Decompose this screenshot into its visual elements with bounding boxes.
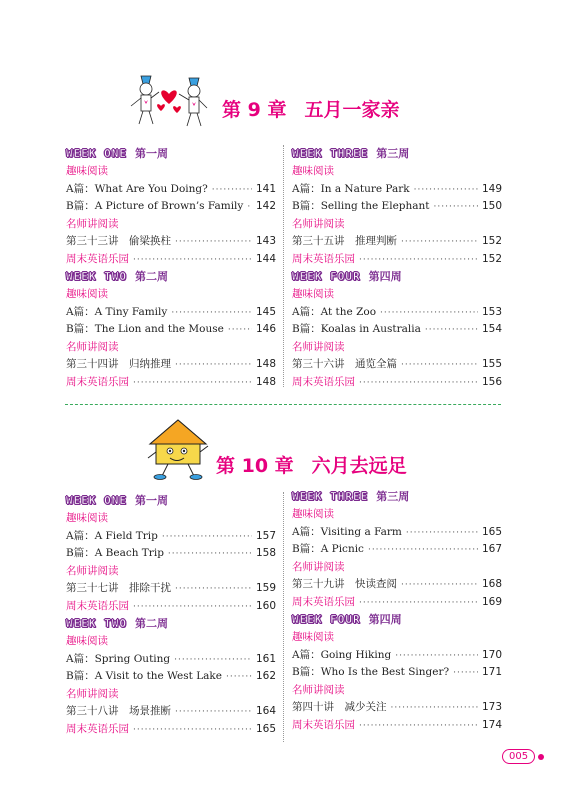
page-ref: 159 <box>256 582 277 594</box>
page-ref: 148 <box>256 375 277 388</box>
chapter-9-number: 第 9 章 <box>222 99 287 121</box>
page-ref: 144 <box>256 252 277 265</box>
category-label: 名师讲阅读 <box>66 564 119 577</box>
entry-label: 第三十四讲 归纳推理 <box>66 358 171 370</box>
entry-label: B篇：A Visit to the West Lake <box>66 670 223 682</box>
page-ref: 143 <box>256 235 277 247</box>
toc-row[interactable] <box>292 356 502 374</box>
entry-label: B篇：A Picture of Brown’s Family <box>66 200 244 212</box>
page-ref: 174 <box>482 718 503 731</box>
entry-label: B篇：Who Is the Best Singer? <box>292 666 450 678</box>
page-ref: 164 <box>256 705 277 717</box>
week-cn: 第二周 <box>134 617 168 630</box>
category-label: 周末英语乐园 <box>66 375 129 388</box>
toc-row[interactable] <box>66 304 276 322</box>
week-header <box>292 268 502 284</box>
toc-row <box>66 286 276 304</box>
toc-row[interactable] <box>66 356 276 374</box>
toc-row[interactable] <box>292 374 502 392</box>
page-ref: 165 <box>256 722 277 735</box>
page-number <box>502 749 544 764</box>
toc-row <box>66 633 276 651</box>
week-header <box>292 488 502 504</box>
toc-row[interactable] <box>292 524 502 542</box>
week-cn: 第二周 <box>134 270 168 283</box>
page-ref: 155 <box>482 358 503 370</box>
category-label: 名师讲阅读 <box>292 683 345 696</box>
toc-row <box>292 629 502 647</box>
entry-label: B篇：The Lion and the Mouse <box>66 323 224 335</box>
toc-row <box>292 682 502 700</box>
page-ref: 167 <box>482 543 503 555</box>
toc-row[interactable] <box>292 198 502 216</box>
chapter-10-title <box>216 451 407 478</box>
week-cn: 第四周 <box>368 613 402 626</box>
entry-label: A篇：In a Nature Park <box>292 182 410 195</box>
toc-row[interactable] <box>66 198 276 216</box>
page-ref: 142 <box>256 200 277 212</box>
entry-label: A篇：A Field Trip <box>66 529 158 542</box>
toc-row <box>66 163 276 181</box>
category-label: 趣味阅读 <box>66 512 108 524</box>
toc-row[interactable] <box>66 598 276 616</box>
page-ref: 145 <box>256 305 277 318</box>
category-label: 名师讲阅读 <box>66 217 119 230</box>
category-label: 名师讲阅读 <box>292 560 345 573</box>
category-label: 趣味阅读 <box>66 288 108 300</box>
week-cn: 第三周 <box>376 147 410 160</box>
page-ref: 170 <box>482 648 503 661</box>
category-label: 趣味阅读 <box>66 165 108 177</box>
page-dot-icon <box>538 754 544 760</box>
page-ref: 168 <box>482 578 503 590</box>
page-ref: 148 <box>256 358 277 370</box>
entry-label: 第三十九讲 快读查阅 <box>292 578 397 590</box>
chapter-10-right-column <box>292 488 502 734</box>
entry-label: B篇：A Beach Trip <box>66 547 164 559</box>
week-header <box>66 268 276 284</box>
entry-label: A篇：Spring Outing <box>66 652 171 665</box>
page-ref: 156 <box>482 375 503 388</box>
toc-row[interactable] <box>292 233 502 251</box>
page-ref: 153 <box>482 305 503 318</box>
category-label: 趣味阅读 <box>292 508 334 520</box>
toc-row[interactable] <box>66 181 276 199</box>
toc-row[interactable] <box>292 304 502 322</box>
toc-row[interactable] <box>66 545 276 563</box>
category-label: 周末英语乐园 <box>66 252 129 265</box>
entry-label: A篇：Visiting a Farm <box>292 525 402 538</box>
category-label: 周末英语乐园 <box>292 252 355 265</box>
toc-row[interactable] <box>66 321 276 339</box>
entry-label: 第三十五讲 推理判断 <box>292 235 397 247</box>
toc-row[interactable] <box>66 721 276 739</box>
page-ref: 173 <box>482 701 503 713</box>
chapter-separator <box>65 404 501 405</box>
page-ref: 165 <box>482 525 503 538</box>
week-tag: WEEK FOUR <box>292 269 361 283</box>
toc-row <box>292 506 502 524</box>
toc-row[interactable] <box>292 576 502 594</box>
week-cn: 第一周 <box>134 494 168 507</box>
page-ref: 162 <box>256 670 277 682</box>
week-tag: WEEK TWO <box>66 616 127 630</box>
week-tag: WEEK THREE <box>292 146 369 160</box>
entry-label: A篇：At the Zoo <box>292 305 377 318</box>
category-label: 周末英语乐园 <box>292 718 355 731</box>
toc-row[interactable] <box>66 668 276 686</box>
week-tag: WEEK TWO <box>66 269 127 283</box>
toc-row <box>292 163 502 181</box>
category-label: 名师讲阅读 <box>292 340 345 353</box>
category-label: 名师讲阅读 <box>292 217 345 230</box>
entry-label: B篇：A Picnic <box>292 543 364 555</box>
page-ref: 154 <box>482 323 503 335</box>
category-label: 名师讲阅读 <box>66 340 119 353</box>
toc-row <box>66 510 276 528</box>
chapter-9-left-column <box>66 145 276 391</box>
toc-row[interactable] <box>292 321 502 339</box>
category-label: 趣味阅读 <box>292 288 334 300</box>
toc-row[interactable] <box>292 647 502 665</box>
toc-row[interactable] <box>292 594 502 612</box>
toc-row[interactable] <box>66 703 276 721</box>
page-ref: 152 <box>482 252 503 265</box>
page-ref: 149 <box>482 182 503 195</box>
walking-house-illustration <box>146 418 210 480</box>
toc-row[interactable] <box>66 528 276 546</box>
week-tag: WEEK ONE <box>66 493 127 507</box>
entry-label: B篇：Koalas in Australia <box>292 323 421 335</box>
page-number-label: 005 <box>502 749 535 764</box>
chapter-9-name: 五月一家亲 <box>304 99 400 121</box>
category-label: 周末英语乐园 <box>66 599 129 612</box>
toc-row[interactable] <box>292 717 502 735</box>
chapter-10-left-column <box>66 492 276 738</box>
entry-label: 第三十七讲 排除干扰 <box>66 582 171 594</box>
entry-label: 第三十三讲 偷梁换柱 <box>66 235 171 247</box>
toc-row[interactable] <box>292 699 502 717</box>
toc-row[interactable] <box>292 181 502 199</box>
page-ref: 150 <box>482 200 503 212</box>
toc-row <box>292 339 502 357</box>
toc-row[interactable] <box>66 251 276 269</box>
toc-row <box>292 286 502 304</box>
page-ref: 157 <box>256 529 277 542</box>
page-ref: 161 <box>256 652 277 665</box>
week-header <box>66 615 276 631</box>
category-label: 周末英语乐园 <box>292 595 355 608</box>
category-label: 名师讲阅读 <box>66 687 119 700</box>
toc-row[interactable] <box>66 233 276 251</box>
category-label: 趣味阅读 <box>66 635 108 647</box>
week-cn: 第四周 <box>368 270 402 283</box>
week-header <box>66 492 276 508</box>
entry-label: B篇：Selling the Elephant <box>292 200 430 212</box>
column-divider <box>283 492 284 742</box>
entry-label: 第四十讲 减少关注 <box>292 701 387 713</box>
family-hearts-illustration <box>127 72 211 132</box>
entry-label: A篇：What Are You Doing? <box>66 182 208 195</box>
toc-row[interactable] <box>292 541 502 559</box>
week-cn: 第三周 <box>376 490 410 503</box>
toc-row[interactable] <box>292 251 502 269</box>
page-ref: 169 <box>482 595 503 608</box>
week-tag: WEEK FOUR <box>292 612 361 626</box>
toc-row <box>292 216 502 234</box>
week-cn: 第一周 <box>134 147 168 160</box>
entry-label: A篇：Going Hiking <box>292 648 392 661</box>
entry-label: 第三十八讲 场景推断 <box>66 705 171 717</box>
entry-label: 第三十六讲 通览全篇 <box>292 358 397 370</box>
category-label: 周末英语乐园 <box>66 722 129 735</box>
page-ref: 152 <box>482 235 503 247</box>
category-label: 趣味阅读 <box>292 165 334 177</box>
week-tag: WEEK THREE <box>292 489 369 503</box>
toc-row <box>66 339 276 357</box>
category-label: 周末英语乐园 <box>292 375 355 388</box>
page-ref: 171 <box>482 666 503 678</box>
week-header <box>292 611 502 627</box>
page-ref: 160 <box>256 599 277 612</box>
page-ref: 158 <box>256 547 277 559</box>
chapter-9-title <box>222 95 399 122</box>
week-header <box>66 145 276 161</box>
chapter-10-number: 第 10 章 <box>216 455 294 477</box>
chapter-10-name: 六月去远足 <box>311 455 407 477</box>
toc-row[interactable] <box>292 664 502 682</box>
column-divider <box>283 145 284 387</box>
toc-row <box>66 216 276 234</box>
entry-label: A篇：A Tiny Family <box>66 305 168 318</box>
page-ref: 141 <box>256 182 277 195</box>
category-label: 趣味阅读 <box>292 631 334 643</box>
toc-row <box>66 686 276 704</box>
toc-row[interactable] <box>66 651 276 669</box>
week-header <box>292 145 502 161</box>
toc-row <box>292 559 502 577</box>
chapter-9-right-column <box>292 145 502 391</box>
page-ref: 146 <box>256 323 277 335</box>
week-tag: WEEK ONE <box>66 146 127 160</box>
toc-row <box>66 563 276 581</box>
toc-row[interactable] <box>66 374 276 392</box>
toc-row[interactable] <box>66 580 276 598</box>
